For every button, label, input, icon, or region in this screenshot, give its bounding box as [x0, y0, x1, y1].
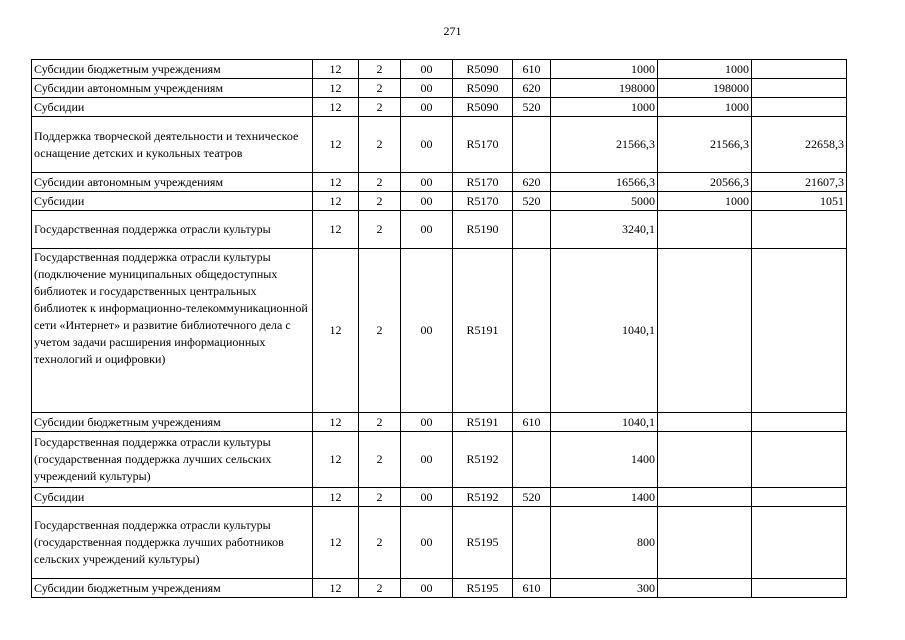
- cell-amount-1: 16566,3: [551, 173, 658, 192]
- cell-expense-type: [513, 249, 551, 413]
- cell-program: 00: [401, 579, 453, 598]
- cell-target-code: R5170: [453, 173, 513, 192]
- cell-subsection: 2: [359, 117, 401, 173]
- row-name: Субсидии: [32, 98, 313, 117]
- table-row: [32, 211, 847, 249]
- cell-expense-type: 520: [513, 488, 551, 507]
- cell-expense-type: [513, 211, 551, 249]
- cell-section: 12: [313, 117, 359, 173]
- cell-program: 00: [401, 117, 453, 173]
- cell-amount-3: 21607,3: [752, 173, 847, 192]
- cell-program: 00: [401, 211, 453, 249]
- cell-expense-type: 520: [513, 192, 551, 211]
- cell-target-code: R5090: [453, 98, 513, 117]
- cell-amount-1: 300: [551, 579, 658, 598]
- row-name: Государственная поддержка отрасли культуры (государственная поддержка лучших сельских учреждений культуры): [32, 432, 313, 488]
- cell-program: 00: [401, 173, 453, 192]
- cell-section: 12: [313, 211, 359, 249]
- row-name: Субсидии бюджетным учреждениям: [32, 413, 313, 432]
- cell-amount-1: 5000: [551, 192, 658, 211]
- cell-section: 12: [313, 432, 359, 488]
- cell-amount-2: 198000: [658, 79, 752, 98]
- table-row: [32, 432, 847, 488]
- cell-amount-3: [752, 60, 847, 79]
- cell-amount-3: [752, 98, 847, 117]
- cell-amount-2: 20566,3: [658, 173, 752, 192]
- cell-target-code: R5190: [453, 211, 513, 249]
- cell-section: 12: [313, 413, 359, 432]
- cell-subsection: 2: [359, 98, 401, 117]
- cell-section: 12: [313, 173, 359, 192]
- cell-target-code: R5195: [453, 579, 513, 598]
- cell-amount-3: [752, 488, 847, 507]
- cell-subsection: 2: [359, 488, 401, 507]
- cell-program: 00: [401, 488, 453, 507]
- cell-expense-type: [513, 432, 551, 488]
- cell-program: 00: [401, 79, 453, 98]
- cell-amount-3: [752, 249, 847, 413]
- row-name: Субсидии: [32, 488, 313, 507]
- cell-target-code: R5191: [453, 249, 513, 413]
- cell-amount-1: 1040,1: [551, 413, 658, 432]
- cell-amount-3: 1051: [752, 192, 847, 211]
- table-row: [32, 579, 847, 598]
- cell-amount-3: [752, 79, 847, 98]
- table-row: [32, 117, 847, 173]
- cell-subsection: 2: [359, 79, 401, 98]
- cell-subsection: 2: [359, 413, 401, 432]
- row-name: Субсидии автономным учреждениям: [32, 79, 313, 98]
- cell-amount-1: 1000: [551, 98, 658, 117]
- cell-program: 00: [401, 192, 453, 211]
- cell-expense-type: 610: [513, 579, 551, 598]
- cell-section: 12: [313, 249, 359, 413]
- cell-program: 00: [401, 413, 453, 432]
- cell-amount-2: 1000: [658, 192, 752, 211]
- cell-program: 00: [401, 507, 453, 579]
- cell-section: 12: [313, 60, 359, 79]
- cell-subsection: 2: [359, 60, 401, 79]
- cell-expense-type: [513, 117, 551, 173]
- cell-expense-type: 610: [513, 413, 551, 432]
- cell-amount-1: 1000: [551, 60, 658, 79]
- cell-section: 12: [313, 192, 359, 211]
- table-row: [32, 507, 847, 579]
- cell-amount-1: 1400: [551, 432, 658, 488]
- table-row: [32, 79, 847, 98]
- cell-amount-2: 1000: [658, 98, 752, 117]
- cell-amount-3: 22658,3: [752, 117, 847, 173]
- cell-program: 00: [401, 60, 453, 79]
- page-number: 271: [443, 24, 462, 38]
- cell-subsection: 2: [359, 249, 401, 413]
- table-body: [32, 60, 847, 598]
- cell-target-code: R5170: [453, 192, 513, 211]
- cell-amount-1: 1040,1: [551, 249, 658, 413]
- table-row: [32, 60, 847, 79]
- cell-amount-3: [752, 507, 847, 579]
- cell-amount-3: [752, 432, 847, 488]
- table-row: [32, 173, 847, 192]
- cell-target-code: R5192: [453, 432, 513, 488]
- row-name: Государственная поддержка отрасли культуры (государственная поддержка лучших работников сельских учреждений культуры): [32, 507, 313, 579]
- cell-amount-2: [658, 413, 752, 432]
- table-row: [32, 413, 847, 432]
- cell-subsection: 2: [359, 192, 401, 211]
- table-row: [32, 488, 847, 507]
- cell-expense-type: 620: [513, 79, 551, 98]
- table-row: [32, 192, 847, 211]
- row-name: Поддержка творческой деятельности и техническое оснащение детских и кукольных театров: [32, 117, 313, 173]
- cell-amount-3: [752, 413, 847, 432]
- cell-amount-2: 1000: [658, 60, 752, 79]
- cell-section: 12: [313, 79, 359, 98]
- cell-subsection: 2: [359, 432, 401, 488]
- row-name: Государственная поддержка отрасли культуры (подключение муниципальных общедоступных библиотек и государственных центральных библиотек к информационно-телекоммуникационной сети «Интернет» и развитие библиотечного дела с учетом задачи расширения информационных технологий и оцифровки): [32, 249, 313, 413]
- cell-amount-2: [658, 579, 752, 598]
- cell-program: 00: [401, 432, 453, 488]
- cell-target-code: R5191: [453, 413, 513, 432]
- cell-section: 12: [313, 507, 359, 579]
- cell-section: 12: [313, 488, 359, 507]
- cell-amount-2: [658, 249, 752, 413]
- cell-amount-1: 198000: [551, 79, 658, 98]
- cell-target-code: R5170: [453, 117, 513, 173]
- cell-amount-3: [752, 211, 847, 249]
- cell-expense-type: 620: [513, 173, 551, 192]
- cell-section: 12: [313, 98, 359, 117]
- cell-subsection: 2: [359, 579, 401, 598]
- cell-amount-2: [658, 211, 752, 249]
- row-name: Субсидии бюджетным учреждениям: [32, 60, 313, 79]
- cell-program: 00: [401, 98, 453, 117]
- row-name: Государственная поддержка отрасли культуры: [32, 211, 313, 249]
- row-name: Субсидии автономным учреждениям: [32, 173, 313, 192]
- budget-table: [31, 59, 847, 598]
- cell-amount-2: [658, 488, 752, 507]
- cell-amount-1: 1400: [551, 488, 658, 507]
- cell-amount-2: 21566,3: [658, 117, 752, 173]
- cell-expense-type: 520: [513, 98, 551, 117]
- cell-target-code: R5195: [453, 507, 513, 579]
- cell-expense-type: 610: [513, 60, 551, 79]
- table-row: [32, 249, 847, 413]
- row-name: Субсидии бюджетным учреждениям: [32, 579, 313, 598]
- cell-target-code: R5090: [453, 79, 513, 98]
- cell-expense-type: [513, 507, 551, 579]
- cell-amount-2: [658, 507, 752, 579]
- cell-amount-1: 3240,1: [551, 211, 658, 249]
- cell-amount-2: [658, 432, 752, 488]
- cell-amount-3: [752, 579, 847, 598]
- table-row: [32, 98, 847, 117]
- cell-amount-1: 21566,3: [551, 117, 658, 173]
- cell-amount-1: 800: [551, 507, 658, 579]
- cell-program: 00: [401, 249, 453, 413]
- cell-subsection: 2: [359, 173, 401, 192]
- cell-subsection: 2: [359, 507, 401, 579]
- cell-target-code: R5090: [453, 60, 513, 79]
- cell-target-code: R5192: [453, 488, 513, 507]
- row-name: Субсидии: [32, 192, 313, 211]
- cell-subsection: 2: [359, 211, 401, 249]
- cell-section: 12: [313, 579, 359, 598]
